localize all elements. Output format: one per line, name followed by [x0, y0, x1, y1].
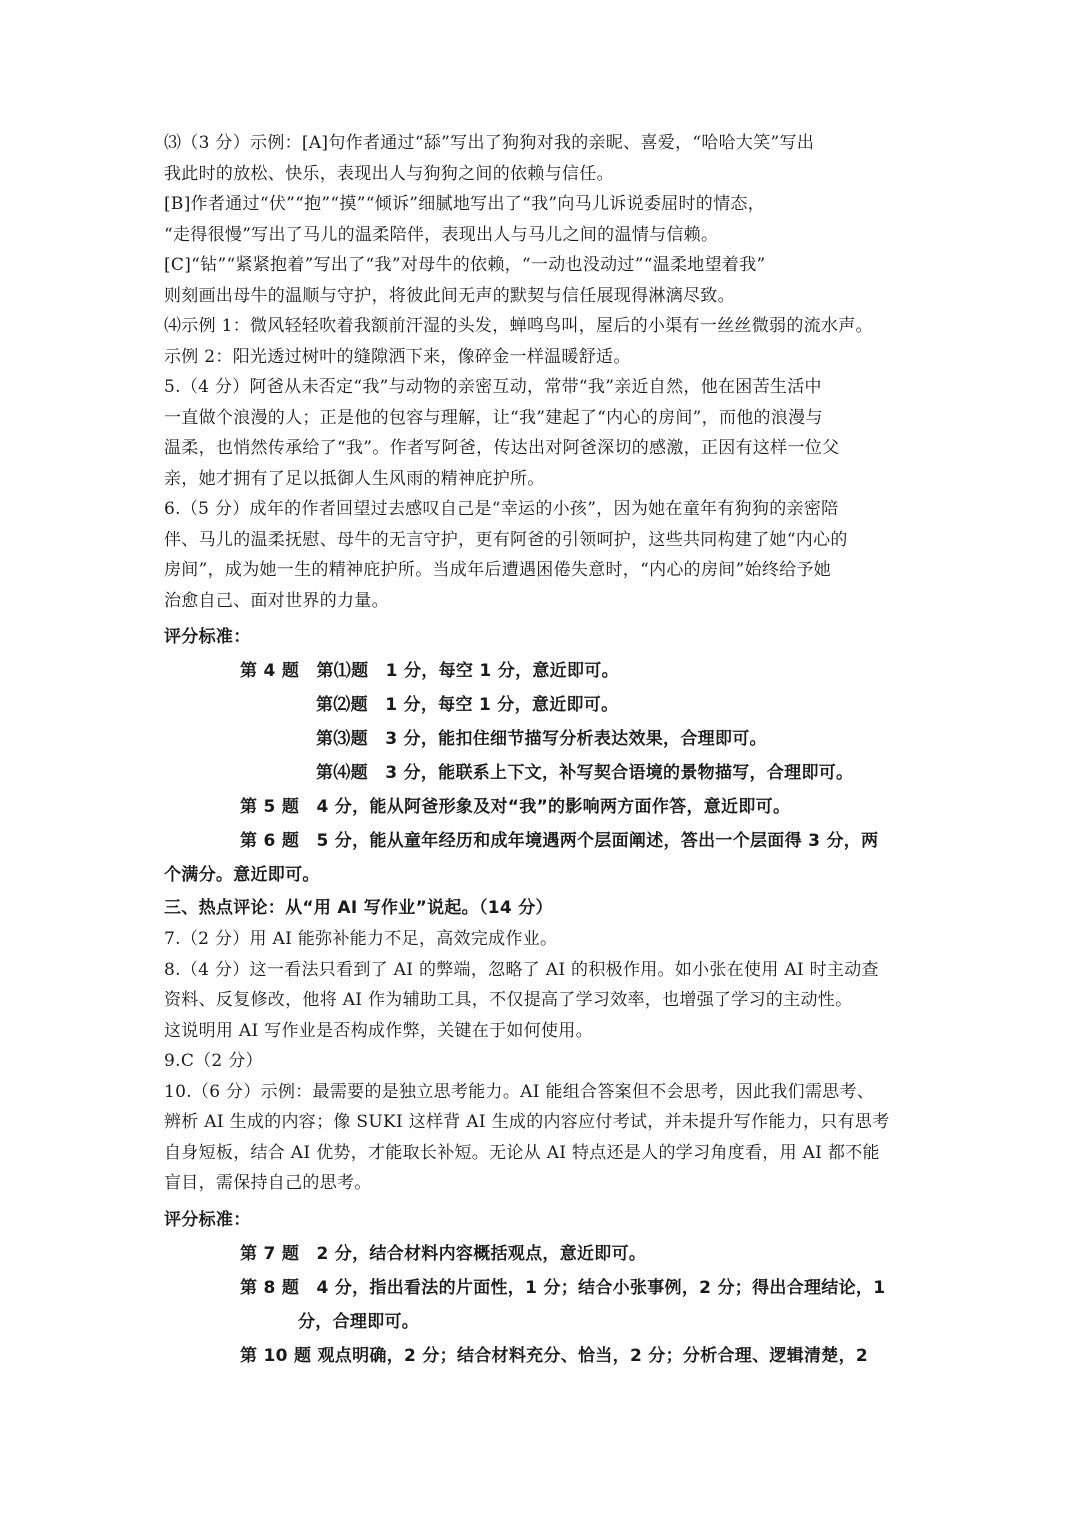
scoring-criteria-1 — [164, 620, 916, 892]
q4-answer — [164, 311, 916, 372]
q3-line-6: 则刻画出母牛的温顺与守护，将彼此间无声的默契与信任展现得淋漓尽致。 — [164, 285, 735, 306]
criterion-q8-line-1: 第 8 题 4 分，指出看法的片面性，1 分；结合小张事例，2 分；得出合理结论，1 — [240, 1277, 886, 1298]
q3-answer — [164, 128, 916, 311]
scoring-label: 评分标准： — [164, 627, 251, 647]
q6-answer — [164, 494, 916, 616]
criterion-q10: 第 10 题 观点明确，2 分；结合材料充分、恰当，2 分；分析合理、逻辑清楚，2 — [240, 1345, 869, 1366]
section-heading: 三、热点评论：从“用 AI 写作业”说起。（14 分） — [164, 898, 553, 918]
q10-line-2: 辨析 AI 生成的内容；像 SUKI 这样背 AI 生成的内容应付考试，并未提升写作能力，只有思考 — [164, 1112, 890, 1132]
q8-line-1: 8.（4 分）这一看法只看到了 AI 的弊端，忽略了 AI 的积极作用。如小张在使用 AI 时主动查 — [164, 959, 879, 980]
answer-key-content — [164, 128, 916, 1373]
q3-line-2: 我此时的放松、快乐，表现出人与狗狗之间的依赖与信任。 — [164, 163, 614, 184]
q6-line-3: 房间”，成为她一生的精神庇护所。当成年后遭遇困倦失意时，“内心的房间”始终给予她 — [164, 560, 832, 580]
q8-line-3: 这说明用 AI 写作业是否构成作弊，关键在于如何使用。 — [164, 1020, 593, 1041]
criterion-q6-line-1: 第 6 题 5 分，能从童年经历和成年境遇两个层面阐述，答出一个层面得 3 分，两 — [240, 831, 879, 851]
q3-line-1: ⑶（3 分）示例：[A]句作者通过“舔”写出了狗狗对我的亲昵、喜爱，“哈哈大笑”写出 — [164, 133, 815, 153]
q6-line-2: 伴、马儿的温柔抚慰、母牛的无言守护，更有阿爸的引领呵护，这些共同构建了她“内心的 — [164, 529, 848, 550]
scoring-criteria-2 — [164, 1203, 916, 1373]
q4-line-1: ⑷示例 1：微风轻轻吹着我额前汗湿的头发，蝉鸣鸟叫，屋后的小渠有一丝丝微弱的流水声。 — [164, 316, 873, 336]
criterion-q4-2: 第⑵题 1 分，每空 1 分，意近即可。 — [316, 695, 619, 715]
q7-answer: 7.（2 分）用 AI 能弥补能力不足，高效完成作业。 — [164, 929, 558, 949]
criterion-q4-4: 第⑷题 3 分，能联系上下文，补写契合语境的景物描写，合理即可。 — [316, 763, 854, 783]
q5-line-2: 一直做个浪漫的人；正是他的包容与理解，让“我”建起了“内心的房间”，而他的浪漫与 — [164, 407, 823, 428]
q10-line-4: 盲目，需保持自己的思考。 — [164, 1173, 372, 1193]
q8-answer — [164, 955, 916, 1047]
q3-line-4: “走得很慢”写出了马儿的温柔陪伴，表现出人与马儿之间的温情与信赖。 — [164, 224, 719, 245]
q8-line-2: 资料、反复修改，他将 AI 作为辅助工具，不仅提高了学习效率，也增强了学习的主动性。 — [164, 990, 853, 1010]
q10-line-1: 10.（6 分）示例：最需要的是独立思考能力。AI 能组合答案但不会思考，因此我们需思考、 — [164, 1081, 875, 1102]
q6-line-4: 治愈自己、面对世界的力量。 — [164, 590, 389, 611]
q4-line-2: 示例 2：阳光透过树叶的缝隙洒下来，像碎金一样温暖舒适。 — [164, 346, 631, 367]
q5-line-1: 5.（4 分）阿爸从未否定“我”与动物的亲密互动，常带“我”亲近自然，他在困苦生活中 — [164, 377, 822, 397]
q5-line-3: 温柔，也悄然传承给了“我”。作者写阿爸，传达出对阿爸深切的感激，正因有这样一位父 — [164, 438, 840, 458]
q10-line-3: 自身短板，结合 AI 优势，才能取长补短。无论从 AI 特点还是人的学习角度看，用 AI 都不能 — [164, 1142, 880, 1163]
criterion-q8-line-2: 分，合理即可。 — [298, 1311, 420, 1332]
q3-line-5: [C]“钻”“紧紧抱着”写出了“我”对母牛的依赖，“一动也没动过”“温柔地望着我” — [164, 255, 766, 275]
criterion-q4-1: 第 4 题 第⑴题 1 分，每空 1 分，意近即可。 — [240, 661, 619, 681]
q5-line-4: 亲，她才拥有了足以抵御人生风雨的精神庇护所。 — [164, 468, 545, 489]
q9-answer: 9.C（2 分） — [164, 1051, 263, 1071]
q6-line-1: 6.（5 分）成年的作者回望过去感叹自己是“幸运的小孩”，因为她在童年有狗狗的亲密陪 — [164, 499, 839, 519]
criterion-q5: 第 5 题 4 分，能从阿爸形象及对“我”的影响两方面作答，意近即可。 — [240, 797, 791, 817]
scoring-label: 评分标准： — [164, 1209, 251, 1230]
q5-answer — [164, 372, 916, 494]
q10-answer — [164, 1077, 916, 1199]
criterion-q7: 第 7 题 2 分，结合材料内容概括观点，意近即可。 — [240, 1243, 647, 1264]
q3-line-3: [B]作者通过“伏”“抱”“摸”“倾诉”细腻地写出了“我”向马儿诉说委屈时的情态， — [164, 194, 765, 214]
criterion-q4-3: 第⑶题 3 分，能扣住细节描写分析表达效果，合理即可。 — [316, 729, 767, 749]
criterion-q6-line-2: 个满分。意近即可。 — [164, 865, 320, 885]
